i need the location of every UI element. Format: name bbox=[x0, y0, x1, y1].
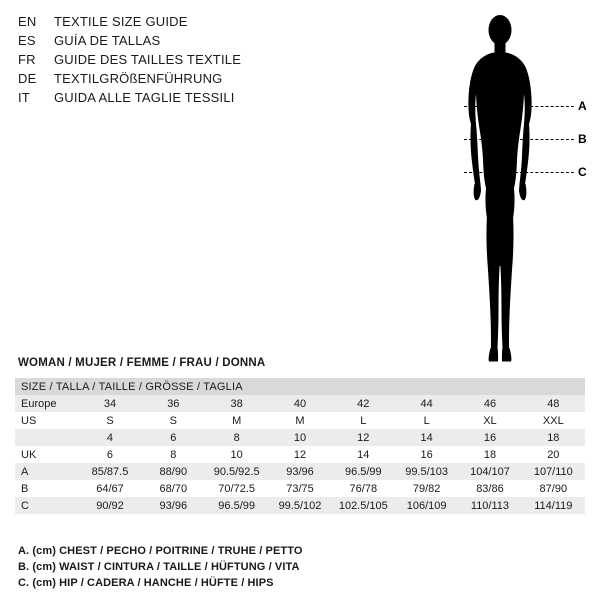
cell: 102.5/105 bbox=[332, 497, 395, 514]
cell: 38 bbox=[205, 395, 268, 412]
language-text-it: GUIDA ALLE TAGLIE TESSILI bbox=[54, 90, 235, 105]
size-header-cell: SIZE / TALLA / TAILLE / GRÖSSE / TAGLIA bbox=[15, 378, 585, 395]
cell: 73/75 bbox=[268, 480, 331, 497]
cell: 42 bbox=[332, 395, 395, 412]
cell: 83/86 bbox=[458, 480, 521, 497]
cell: 16 bbox=[458, 429, 521, 446]
language-code-fr: FR bbox=[18, 52, 36, 67]
table-row bbox=[15, 480, 585, 497]
cell: 36 bbox=[142, 395, 205, 412]
measure-line-b bbox=[464, 139, 574, 140]
cell: 14 bbox=[332, 446, 395, 463]
row-label-us-numeric bbox=[15, 429, 78, 446]
cell: 10 bbox=[205, 446, 268, 463]
cell: 90.5/92.5 bbox=[205, 463, 268, 480]
measurement-notes bbox=[18, 543, 303, 591]
language-row-de bbox=[18, 71, 438, 90]
female-silhouette-figure bbox=[430, 8, 590, 368]
cell: 93/96 bbox=[268, 463, 331, 480]
cell: 99.5/102 bbox=[268, 497, 331, 514]
row-label-b: B bbox=[15, 480, 78, 497]
size-table bbox=[15, 378, 585, 514]
cell: 70/72.5 bbox=[205, 480, 268, 497]
cell: 106/109 bbox=[395, 497, 458, 514]
cell: 64/67 bbox=[78, 480, 141, 497]
cell: M bbox=[268, 412, 331, 429]
table-row bbox=[15, 395, 585, 412]
cell: 12 bbox=[332, 429, 395, 446]
cell: 10 bbox=[268, 429, 331, 446]
cell: 85/87.5 bbox=[78, 463, 141, 480]
measure-label-a: A bbox=[578, 99, 587, 113]
language-code-en: EN bbox=[18, 14, 37, 29]
note-hip: C. (cm) HIP / CADERA / HANCHE / HÜFTE / HIPS bbox=[18, 577, 274, 589]
cell: 12 bbox=[268, 446, 331, 463]
language-text-es: GUÍA DE TALLAS bbox=[54, 33, 161, 48]
cell: XXL bbox=[522, 412, 585, 429]
cell: 6 bbox=[78, 446, 141, 463]
cell: 46 bbox=[458, 395, 521, 412]
cell: 18 bbox=[458, 446, 521, 463]
language-text-en: TEXTILE SIZE GUIDE bbox=[54, 14, 188, 29]
cell: M bbox=[205, 412, 268, 429]
cell: 68/70 bbox=[142, 480, 205, 497]
cell: 76/78 bbox=[332, 480, 395, 497]
row-label-a: A bbox=[15, 463, 78, 480]
cell: XL bbox=[458, 412, 521, 429]
cell: 48 bbox=[522, 395, 585, 412]
row-label-us: US bbox=[15, 412, 78, 429]
cell: 44 bbox=[395, 395, 458, 412]
size-table-wrapper bbox=[15, 378, 585, 514]
row-label-europe: Europe bbox=[15, 395, 78, 412]
language-code-it: IT bbox=[18, 90, 30, 105]
table-row bbox=[15, 429, 585, 446]
language-row-fr bbox=[18, 52, 438, 71]
cell: 90/92 bbox=[78, 497, 141, 514]
measure-line-a bbox=[464, 106, 574, 107]
table-row bbox=[15, 446, 585, 463]
cell: 88/90 bbox=[142, 463, 205, 480]
cell: 93/96 bbox=[142, 497, 205, 514]
cell: 18 bbox=[522, 429, 585, 446]
table-row bbox=[15, 463, 585, 480]
table-row bbox=[15, 497, 585, 514]
table-header-row bbox=[15, 378, 585, 395]
cell: S bbox=[142, 412, 205, 429]
cell: 96.5/99 bbox=[205, 497, 268, 514]
cell: S bbox=[78, 412, 141, 429]
cell: 8 bbox=[205, 429, 268, 446]
language-row-it bbox=[18, 90, 438, 109]
language-text-fr: GUIDE DES TAILLES TEXTILE bbox=[54, 52, 242, 67]
cell: 107/110 bbox=[522, 463, 585, 480]
cell: 14 bbox=[395, 429, 458, 446]
measure-label-c: C bbox=[578, 165, 587, 179]
cell: 87/90 bbox=[522, 480, 585, 497]
row-label-c: C bbox=[15, 497, 78, 514]
cell: 99.5/103 bbox=[395, 463, 458, 480]
cell: 4 bbox=[78, 429, 141, 446]
language-text-de: TEXTILGRÖßENFÜHRUNG bbox=[54, 71, 223, 86]
cell: 40 bbox=[268, 395, 331, 412]
language-code-de: DE bbox=[18, 71, 37, 86]
cell: 104/107 bbox=[458, 463, 521, 480]
language-list bbox=[18, 14, 438, 109]
cell: 79/82 bbox=[395, 480, 458, 497]
cell: 34 bbox=[78, 395, 141, 412]
measure-label-b: B bbox=[578, 132, 587, 146]
note-waist: B. (cm) WAIST / CINTURA / TAILLE / HÜFTUNG / VITA bbox=[18, 561, 300, 573]
note-chest: A. (cm) CHEST / PECHO / POITRINE / TRUHE / PETTO bbox=[18, 545, 303, 557]
cell: L bbox=[332, 412, 395, 429]
cell: 110/113 bbox=[458, 497, 521, 514]
section-title-woman: WOMAN / MUJER / FEMME / FRAU / DONNA bbox=[18, 357, 266, 369]
cell: 6 bbox=[142, 429, 205, 446]
language-row-en bbox=[18, 14, 438, 33]
cell: L bbox=[395, 412, 458, 429]
row-label-uk: UK bbox=[15, 446, 78, 463]
cell: 16 bbox=[395, 446, 458, 463]
body-silhouette-icon bbox=[440, 8, 560, 368]
language-row-es bbox=[18, 33, 438, 52]
measure-line-c bbox=[464, 172, 574, 173]
language-code-es: ES bbox=[18, 33, 36, 48]
cell: 20 bbox=[522, 446, 585, 463]
cell: 8 bbox=[142, 446, 205, 463]
cell: 96.5/99 bbox=[332, 463, 395, 480]
table-row bbox=[15, 412, 585, 429]
cell: 114/119 bbox=[522, 497, 585, 514]
